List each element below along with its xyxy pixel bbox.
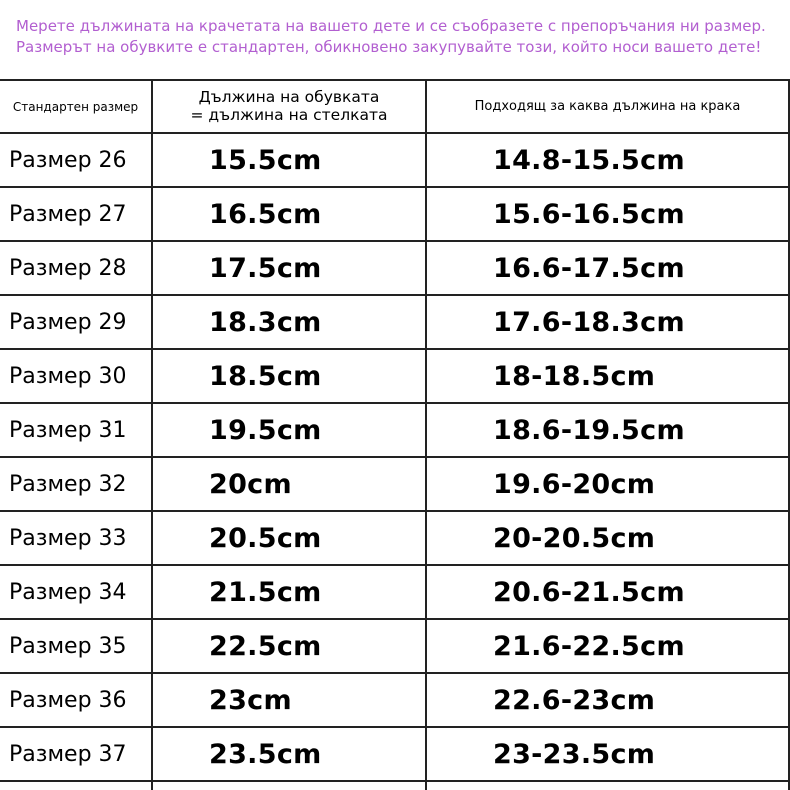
size-cell: Размер 27 — [0, 188, 153, 240]
size-table — [0, 79, 790, 790]
table-row — [0, 674, 790, 728]
foot-length-cell: 14.8-15.5cm — [427, 134, 790, 186]
foot-length-cell: 21.6-22.5cm — [427, 620, 790, 672]
foot-length-cell: 18.6-19.5cm — [427, 404, 790, 456]
shoe-length-cell: 18.3cm — [153, 296, 427, 348]
table-row — [0, 728, 790, 782]
notice-line-2: Размерът на обувките е стандартен, обикновено закупувайте този, който носи вашето дете! — [16, 38, 762, 56]
table-row — [0, 350, 790, 404]
foot-length-cell: 16.6-17.5cm — [427, 242, 790, 294]
table-row — [0, 134, 790, 188]
table-row — [0, 296, 790, 350]
table-row — [0, 512, 790, 566]
table-header-row — [0, 81, 790, 134]
table-row-cut-off — [0, 782, 790, 790]
foot-length-cell: 20.6-21.5cm — [427, 566, 790, 618]
header-foot-length: Подходящ за каква дължина на крака — [427, 81, 790, 132]
foot-length-cell: 19.6-20cm — [427, 458, 790, 510]
table-row — [0, 242, 790, 296]
shoe-length-cell-empty — [153, 782, 427, 790]
table-row — [0, 458, 790, 512]
header-standard-size: Стандартен размер — [0, 81, 153, 132]
table-row — [0, 620, 790, 674]
shoe-length-cell: 20cm — [153, 458, 427, 510]
size-cell: Размер 29 — [0, 296, 153, 348]
header-shoe-length — [153, 81, 427, 132]
table-row — [0, 566, 790, 620]
shoe-length-cell: 18.5cm — [153, 350, 427, 402]
foot-length-cell: 20-20.5cm — [427, 512, 790, 564]
foot-length-cell: 17.6-18.3cm — [427, 296, 790, 348]
foot-length-cell: 23-23.5cm — [427, 728, 790, 780]
header-shoe-length-line-2: = дължина на стелката — [190, 105, 388, 124]
shoe-length-cell: 23.5cm — [153, 728, 427, 780]
measurement-notice — [0, 0, 790, 80]
shoe-length-cell: 20.5cm — [153, 512, 427, 564]
size-cell: Размер 35 — [0, 620, 153, 672]
shoe-length-cell: 23cm — [153, 674, 427, 726]
size-cell: Размер 28 — [0, 242, 153, 294]
size-cell-empty — [0, 782, 153, 790]
foot-length-cell: 15.6-16.5cm — [427, 188, 790, 240]
size-cell: Размер 32 — [0, 458, 153, 510]
size-cell: Размер 34 — [0, 566, 153, 618]
size-cell: Размер 37 — [0, 728, 153, 780]
shoe-length-cell: 16.5cm — [153, 188, 427, 240]
foot-length-cell: 18-18.5cm — [427, 350, 790, 402]
shoe-length-cell: 15.5cm — [153, 134, 427, 186]
table-row — [0, 188, 790, 242]
size-cell: Размер 33 — [0, 512, 153, 564]
table-row — [0, 404, 790, 458]
notice-line-1: Мерете дължината на крачетата на вашето дете и се съобразете с препоръчания ни размер. — [16, 17, 766, 35]
size-cell: Размер 31 — [0, 404, 153, 456]
shoe-length-cell: 19.5cm — [153, 404, 427, 456]
shoe-length-cell: 21.5cm — [153, 566, 427, 618]
size-cell: Размер 26 — [0, 134, 153, 186]
size-cell: Размер 36 — [0, 674, 153, 726]
shoe-length-cell: 17.5cm — [153, 242, 427, 294]
size-cell: Размер 30 — [0, 350, 153, 402]
header-shoe-length-line-1: Дължина на обувката — [198, 87, 380, 106]
shoe-length-cell: 22.5cm — [153, 620, 427, 672]
foot-length-cell: 22.6-23cm — [427, 674, 790, 726]
foot-length-cell-empty — [427, 782, 790, 790]
